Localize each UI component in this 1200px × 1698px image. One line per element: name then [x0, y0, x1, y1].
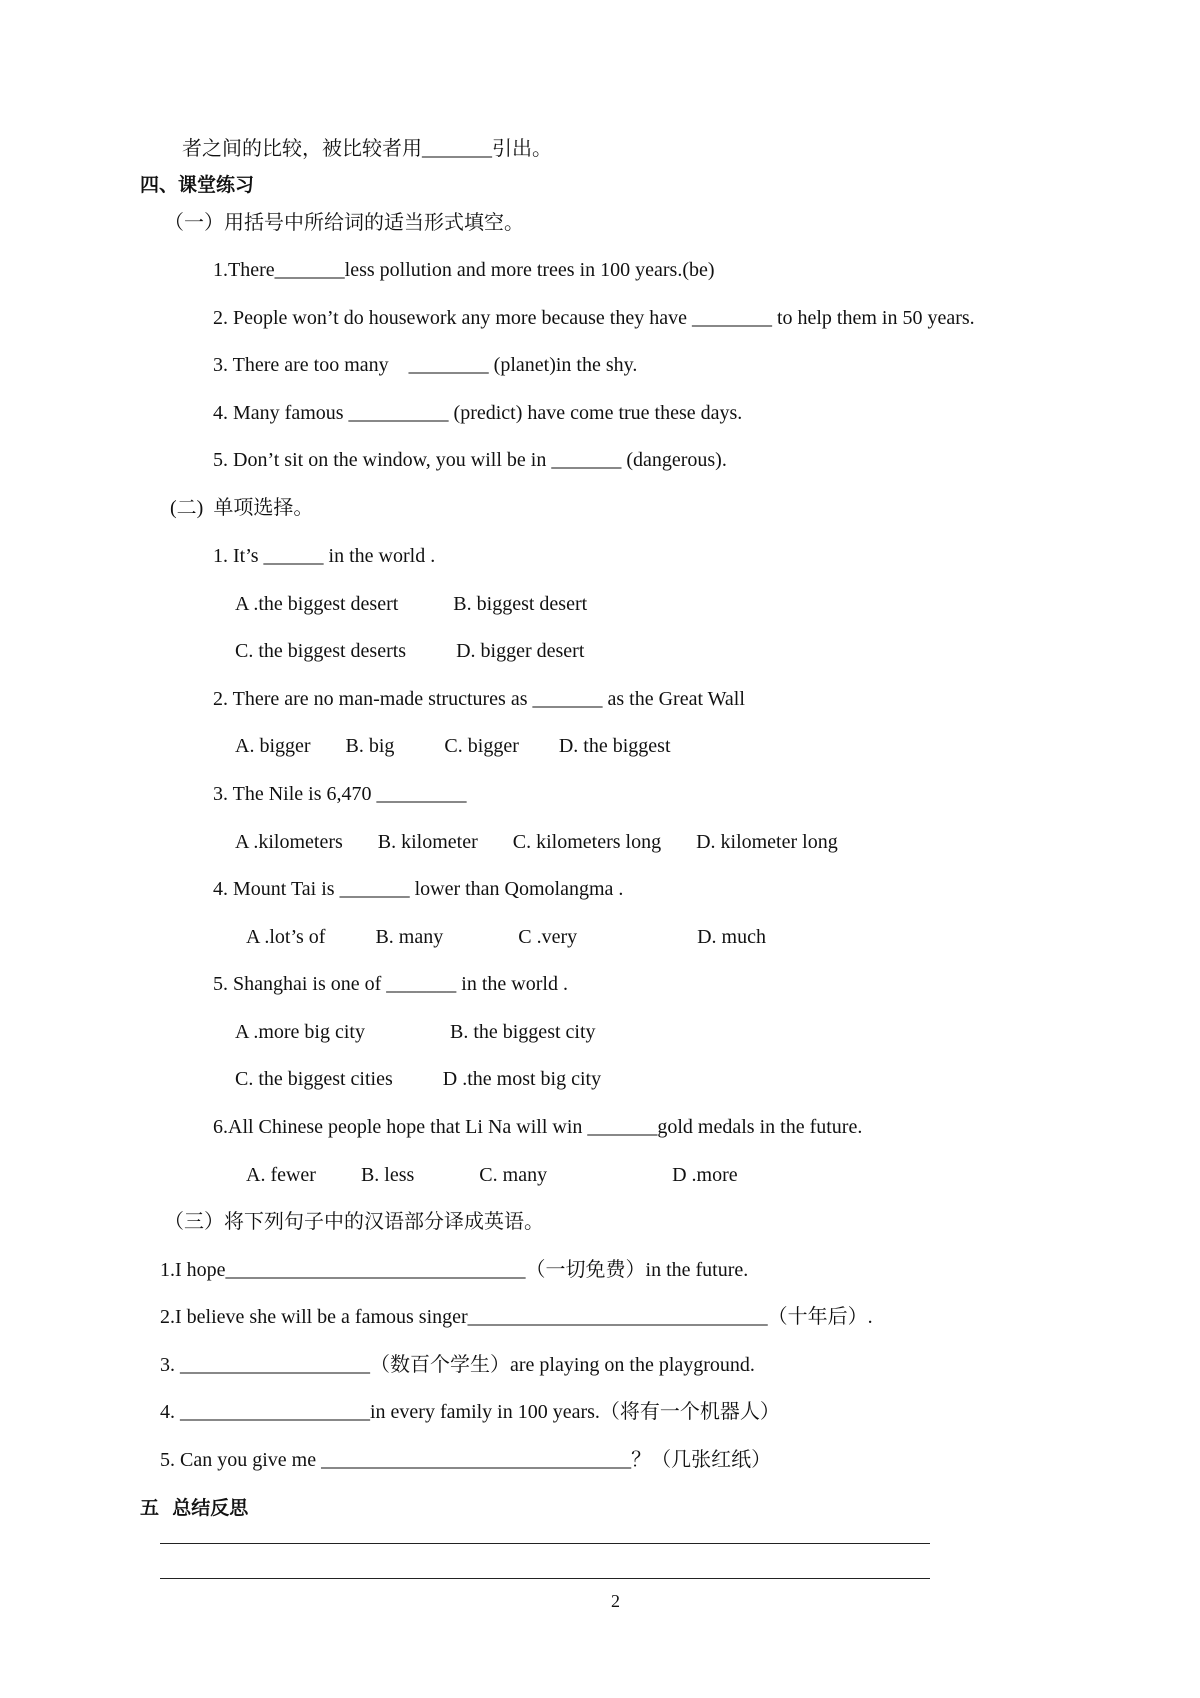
- part-2-question-1-options-cd: C. the biggest deserts D. bigger desert: [235, 640, 585, 662]
- reflection-blank-line-1: [160, 1543, 930, 1544]
- part-2-question-4: 4. Mount Tai is _______ lower than Qomolangma .: [213, 878, 624, 900]
- part-1-question-2: 2. People won’t do housework any more because they have ________ to help them in 50 years.: [213, 307, 975, 329]
- part-1-question-5: 5. Don’t sit on the window, you will be in _______ (dangerous).: [213, 449, 727, 471]
- intro-tail-text: 者之间的比较，被比较者用_______引出。: [182, 138, 552, 160]
- part-2-question-2: 2. There are no man-made structures as _______ as the Great Wall: [213, 688, 745, 710]
- part-3-title: （三）将下列句子中的汉语部分译成英语。: [164, 1211, 544, 1233]
- part-2-question-4-options: A .lot’s of B. many C .very D. much: [246, 926, 766, 948]
- part-2-question-6-options: A. fewer B. less C. many D .more: [246, 1164, 738, 1186]
- part-2-question-5-options-cd: C. the biggest cities D .the most big city: [235, 1068, 602, 1090]
- part-1-question-1: 1.There_______less pollution and more trees in 100 years.(be): [213, 259, 715, 281]
- part-3-question-3: 3. ___________________（数百个学生）are playing on the playground.: [160, 1354, 755, 1376]
- part-2-question-3-options: A .kilometers B. kilometer C. kilometers long D. kilometer long: [235, 831, 838, 853]
- part-1-question-4: 4. Many famous __________ (predict) have come true these days.: [213, 402, 743, 424]
- reflection-blank-line-2: [160, 1578, 930, 1579]
- part-2-question-1: 1. It’s ______ in the world .: [213, 545, 436, 567]
- part-2-title: (二) 单项选择。: [170, 497, 314, 519]
- part-2-question-1-options-ab: A .the biggest desert B. biggest desert: [235, 593, 588, 615]
- part-2-question-5-options-ab: A .more big city B. the biggest city: [235, 1021, 596, 1043]
- part-3-question-4: 4. ___________________in every family in 100 years.（将有一个机器人）: [160, 1401, 780, 1423]
- part-3-question-1: 1.I hope______________________________（一切免费）in the future.: [160, 1259, 749, 1281]
- part-2-question-3: 3. The Nile is 6,470 _________: [213, 783, 467, 805]
- part-2-question-5: 5. Shanghai is one of _______ in the world .: [213, 973, 568, 995]
- section-4-title: 四、课堂练习: [140, 174, 255, 196]
- part-1-title: （一）用括号中所给词的适当形式填空。: [164, 212, 524, 234]
- part-1-question-3: 3. There are too many ________ (planet)in the shy.: [213, 354, 638, 376]
- page-number: 2: [611, 1591, 620, 1611]
- section-5-title: 五 总结反思: [140, 1497, 249, 1519]
- part-3-question-5: 5. Can you give me _______________________________？（几张红纸）: [160, 1449, 772, 1471]
- part-2-question-6: 6.All Chinese people hope that Li Na will win _______gold medals in the future.: [213, 1116, 863, 1138]
- part-2-question-2-options: A. bigger B. big C. bigger D. the biggest: [235, 735, 671, 757]
- part-3-question-2: 2.I believe she will be a famous singer______________________________（十年后）.: [160, 1306, 873, 1328]
